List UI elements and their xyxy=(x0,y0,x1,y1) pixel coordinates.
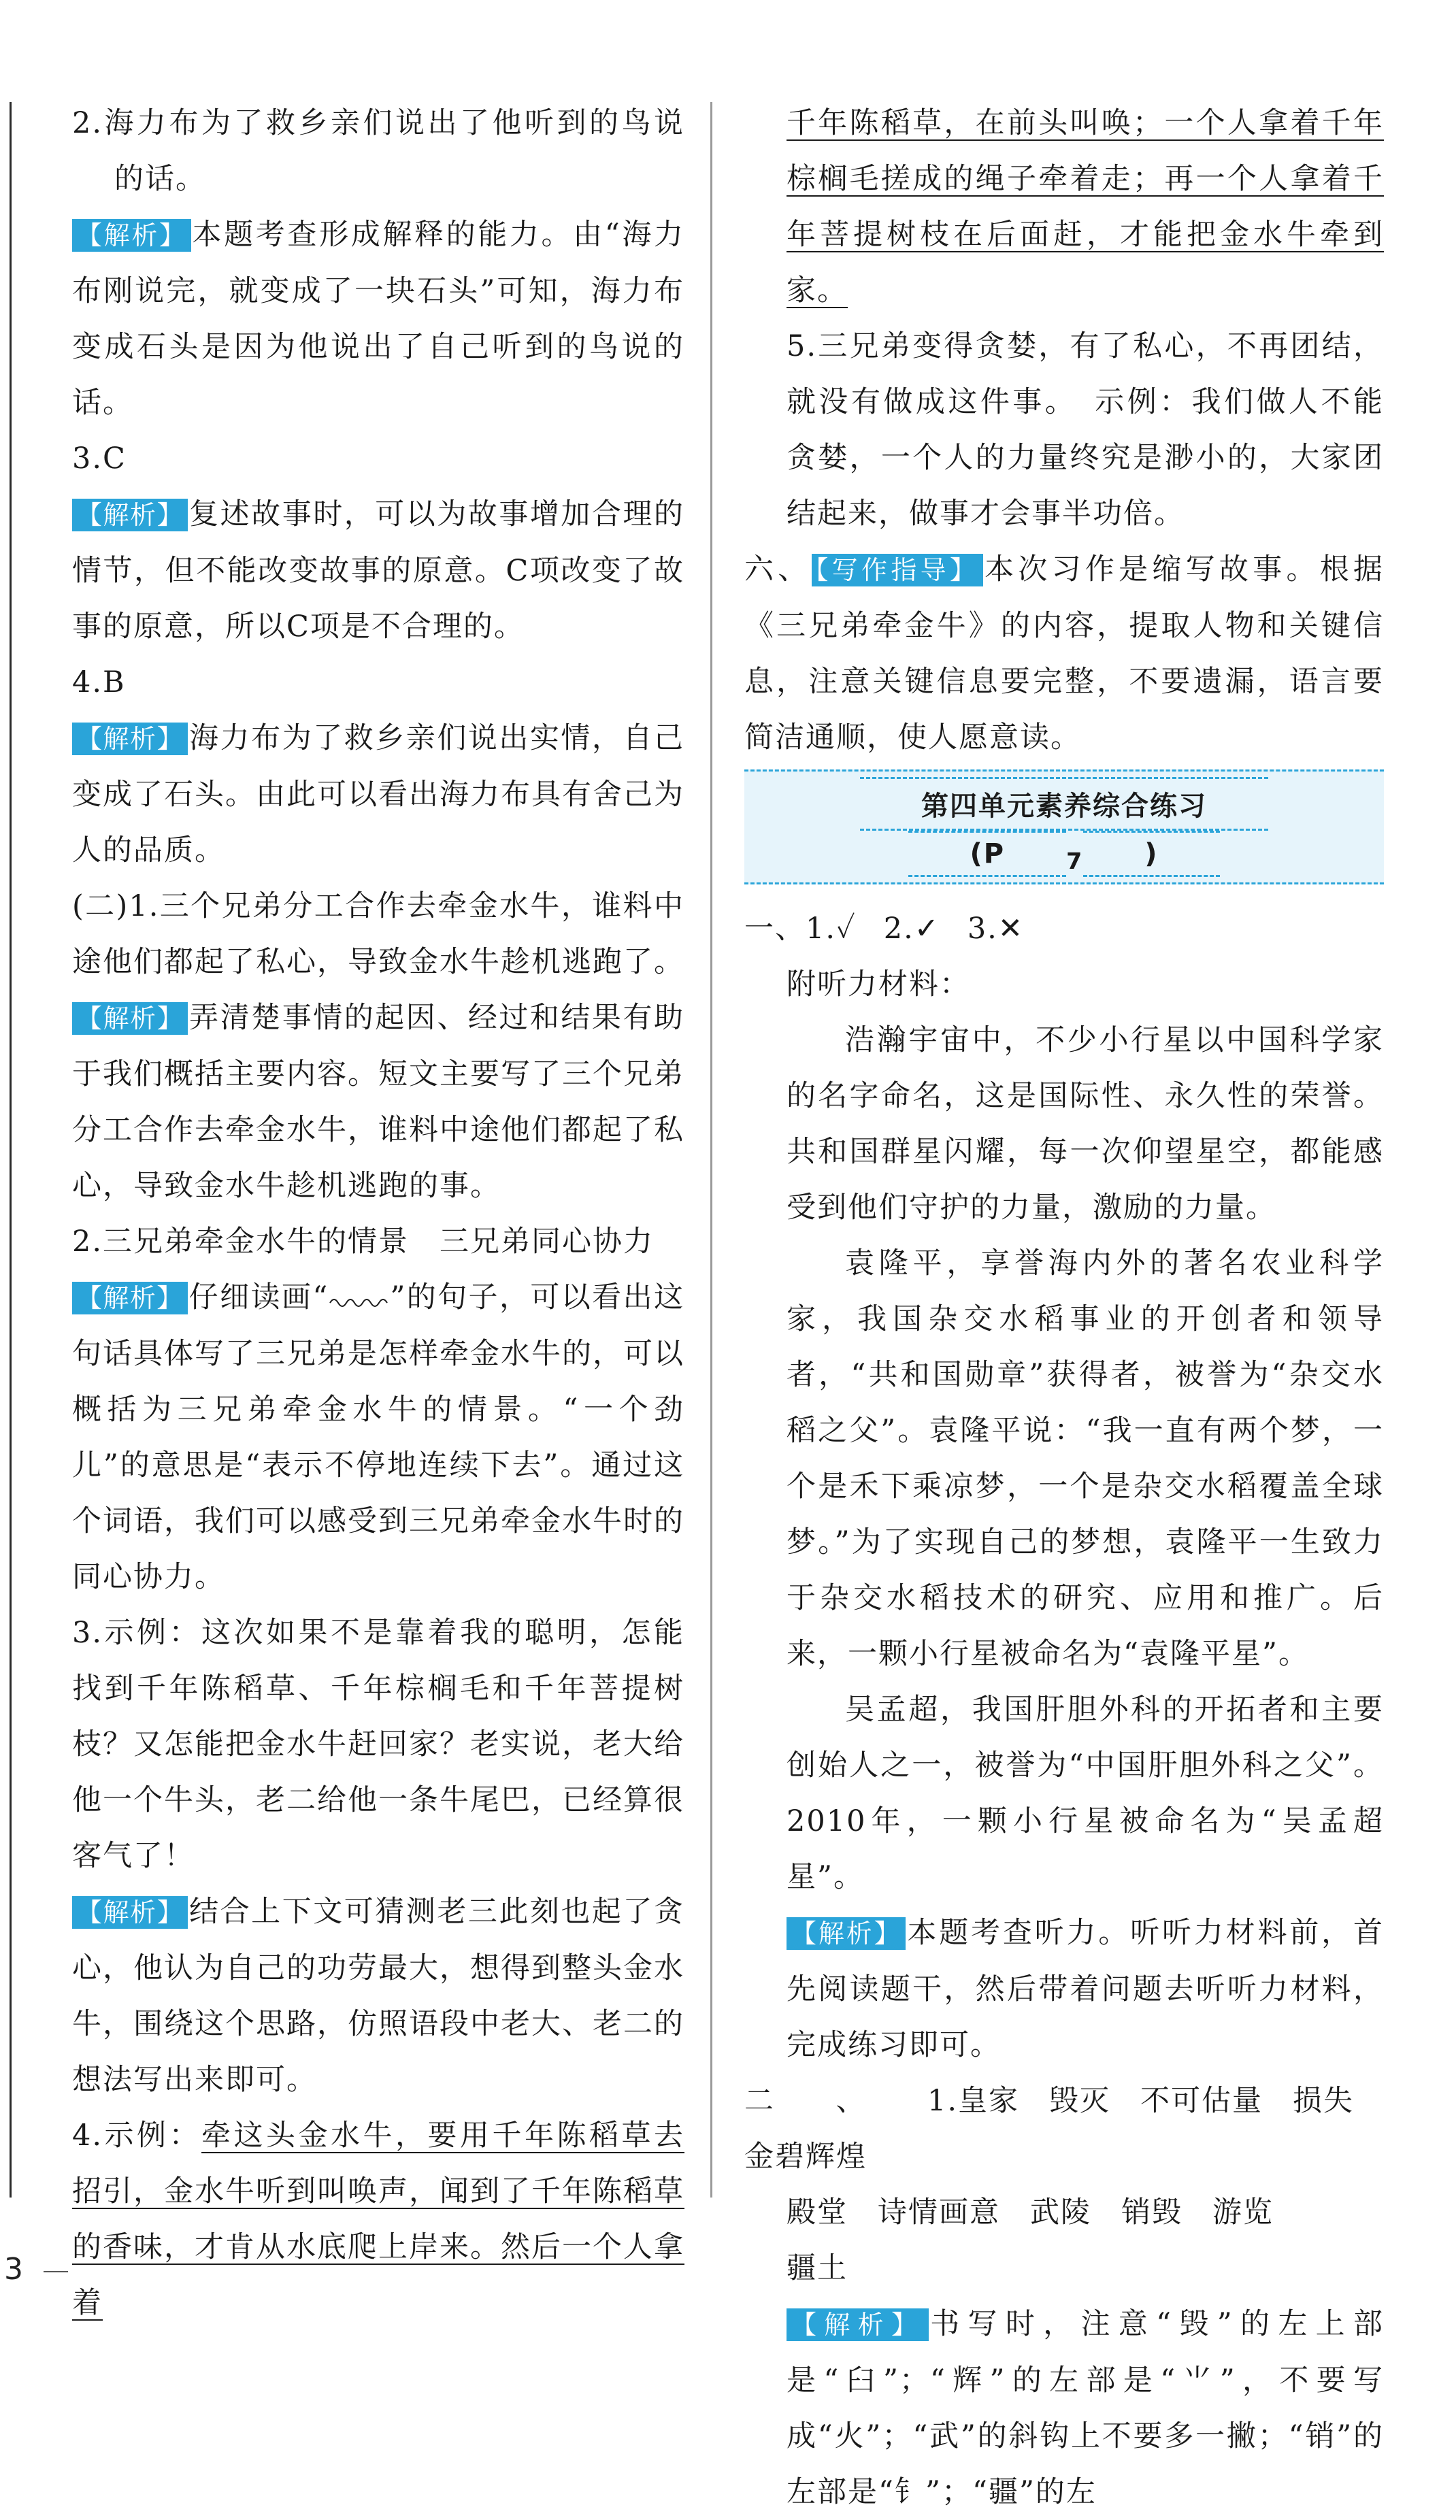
part2-answer-3: 3.示例：这次如果不是靠着我的聪明，怎能找到千年陈稻草、千年棕榈毛和千年菩提树枝？又怎能把金水牛赶回家？老实说，老大给他一个牛头，老二给他一条牛尾巴，已经算很客气了！ xyxy=(72,1616,684,1873)
part2-answer-4: 4.示例：牵这头金水牛，要用千年陈稻草去招引，金水牛听到叫唤声，闻到了千年陈稻草的香味，才肯从水底爬上岸来。然后一个人拿着 xyxy=(72,2119,685,2320)
part2-answer-5: 5.三兄弟变得贪婪，有了私心，不再团结，就没有做成这件事。 示例：我们做人不能贪婪，一个人的力量终究是渺小的，大家团结起来，做事才会事半功倍。 xyxy=(787,329,1384,531)
part1-analysis: 【解析】 本题考查听力。听听力材料前，首先阅读题干，然后带着问题去听听力材料，完成练习即可。 xyxy=(787,1916,1384,2062)
part2-answer-1: (二)1.三个兄弟分工合作去牵金水牛，谁料中途他们都起了私心，导致金水牛趁机逃跑了。 xyxy=(72,889,684,979)
part2-words: 二、1.皇家 毁灭 不可估量 损失金碧辉煌 xyxy=(744,2084,1354,2174)
footer-dash xyxy=(44,2271,68,2272)
page-number: 3 xyxy=(4,2252,23,2287)
wavy-line-mark xyxy=(329,1289,390,1310)
right-column xyxy=(744,95,1384,2520)
answer-2: 2.海力布为了救乡亲们说出了他听到的鸟说的话。 xyxy=(72,106,684,196)
answer-4-continued: 千年陈稻草，在前头叫唤；一个人拿着千年棕榈毛搓成的绳子牵着走；再一个人拿着千年菩提树枝在后面赶，才能把金水牛牵到家。 xyxy=(787,106,1384,308)
listening-para-1: 浩瀚宇宙中，不少小行星以中国科学家的名字命名，这是国际性、永久性的荣誉。共和国群星闪耀，每一次仰望星空，都能感受到他们守护的力量，激励的力量。 xyxy=(787,1023,1384,1225)
analysis-tag: 【解析】 xyxy=(72,219,191,252)
part2-analysis-1: 【解析】 弄清楚事情的起因、经过和结果有助于我们概括主要内容。短文主要写了三个兄弟分工合作去牵金水牛，谁料中途他们都起了私心，导致金水牛趁机逃跑的事。 xyxy=(72,1001,684,1203)
writing-guide-tag: 【写作指导】 xyxy=(812,554,984,586)
analysis-tag: 【解析】 xyxy=(787,1917,906,1950)
listening-label: 附听力材料： xyxy=(787,967,970,1001)
listening-para-3: 吴孟超，我国肝胆外科的开拓者和主要创始人之一，被誉为“中国肝胆外科之父”。2010年，一颗小行星被命名为“吴孟超星”。 xyxy=(787,1693,1384,1894)
analysis-4: 【解析】 海力布为了救乡亲们说出实情，自己变成了石头。由此可以看出海力布具有舍己为人的品质。 xyxy=(72,721,684,867)
part2-words-line2: 殿堂 诗情画意 武陵 销毁 游览 xyxy=(787,2195,1274,2229)
analysis-tag: 【解析】 xyxy=(72,723,188,755)
writing-guide: 六、 【写作指导】 本次习作是缩写故事。根据《三兄弟牵金牛》的内容，提取人物和关键信息，注意关键信息要完整，不要遗漏，语言要简洁通顺，使人愿意读。 xyxy=(744,552,1384,755)
part2-analysis: 【解析】 书写时，注意“毁”的左上部是“臼”；“辉”的左部是“⺌”，不要写成“火”；“武”的斜钩上不要多一撇；“销”的左部是“钅”；“疆”的左 xyxy=(787,2307,1384,2509)
part2-answer-2: 2.三兄弟牵金水牛的情景 三兄弟同心协力 xyxy=(72,1225,655,1259)
analysis-3: 【解析】 复述故事时，可以为故事增加合理的情节，但不能改变故事的原意。C项改变了故事的原意，所以C项是不合理的。 xyxy=(72,497,684,644)
analysis-tag: 【解析】 xyxy=(72,499,188,531)
answer-3: 3.C xyxy=(72,442,127,476)
listening-para-2: 袁隆平，享誉海内外的著名农业科学家，我国杂交水稻事业的开创者和领导者，“共和国勋章”获得者，被誉为“杂交水稻之父”。袁隆平说：“我一直有两个梦，一个是禾下乘凉梦，一个是杂交水稻覆盖全球梦。”为了实现自己的梦想，袁隆平一生致力于杂交水稻技术的研究、应用和推广。后来，一颗小行星被命名为“袁隆平星”。 xyxy=(787,1246,1384,1671)
answer-4: 4.B xyxy=(72,665,126,699)
analysis-tag: 【解析】 xyxy=(787,2308,929,2341)
analysis-tag: 【解析】 xyxy=(72,1896,188,1929)
left-margin-rule xyxy=(10,102,12,2198)
analysis-2: 【解析】 本题考查形成解释的能力。由“海力布刚说完，就变成了一块石头”可知，海力布变成石头是因为他说出了自己听到的鸟说的话。 xyxy=(72,218,684,420)
left-column xyxy=(72,95,684,2331)
part2-analysis-2: 【解析】 仔细读画“ ”的句子，可以看出这句话具体写了三兄弟是怎样牵金水牛的，可以概括为三兄弟牵金水牛的情景。“一个劲儿”的意思是“表示不停地连续下去”。通过这个词语，我们可以感受到三兄弟牵金水牛时的同心协力。 xyxy=(72,1280,684,1594)
analysis-tag: 【解析】 xyxy=(72,1282,188,1314)
section-header: 第四单元素养综合练习(P $_7$ ) xyxy=(744,769,1384,884)
analysis-tag: 【解析】 xyxy=(72,1002,188,1035)
part2-words-line3: 疆土 xyxy=(787,2251,848,2285)
part2-analysis-3: 【解析】 结合上下文可猜测老三此刻也起了贪心，他认为自己的功劳最大，想得到整头金水牛，围绕这个思路，仿照语段中老大、老二的想法写出来即可。 xyxy=(72,1895,684,2097)
column-divider xyxy=(710,102,712,2198)
part1-answers: 一、1.✓ 2.✓ 3.✕ xyxy=(744,912,1024,946)
